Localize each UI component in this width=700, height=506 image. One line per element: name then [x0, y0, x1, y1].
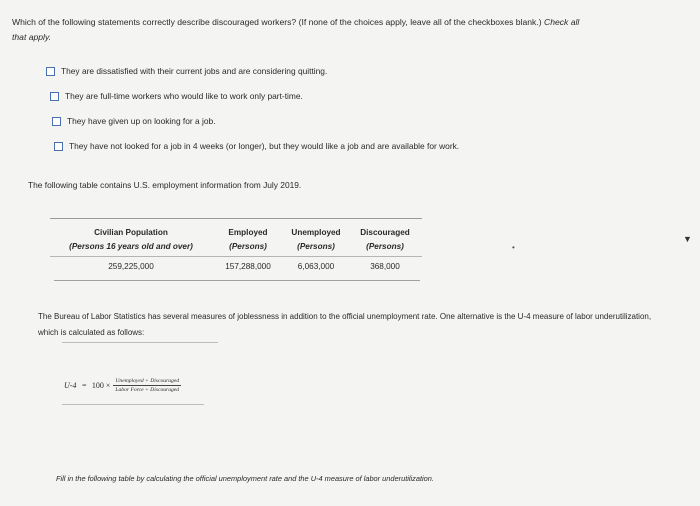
header-unemployed-line1: Unemployed — [291, 228, 341, 237]
formula-equals: = — [81, 381, 87, 390]
cell-civilian-population: 259,225,000 — [108, 262, 154, 271]
cell-employed: 157,288,000 — [225, 262, 271, 271]
fill-instruction: Fill in the following table by calculating the official unemployment rate and the U-4 measure of labor underutilization. — [56, 474, 434, 483]
header-civilian-population — [50, 228, 212, 251]
header-employed-line1: Employed — [228, 228, 268, 237]
formula-fraction — [113, 378, 181, 393]
choice-2-label: They are full-time workers who would like to work only part-time. — [65, 91, 303, 101]
choice-1[interactable] — [46, 66, 327, 76]
header-discouraged — [354, 228, 416, 251]
header-discouraged-line2: (Persons) — [366, 242, 404, 251]
formula-factor: 100 × — [91, 381, 111, 390]
header-civilian-population-line2: (Persons 16 years old and over) — [69, 242, 193, 251]
choice-1-label: They are dissatisfied with their current jobs and are considering quitting. — [61, 66, 328, 76]
bls-description: The Bureau of Labor Statistics has several measures of joblessness in addition to the official unemployment rate. One alternative is the U-4 measure of labor underutilization, which is calculated as follows: — [38, 312, 652, 337]
cell-discouraged: 368,000 — [370, 262, 400, 271]
header-unemployed-line2: (Persons) — [297, 242, 335, 251]
checkbox-3[interactable] — [52, 117, 61, 126]
table-bottom-rule — [54, 280, 420, 281]
u4-formula — [64, 378, 181, 393]
formula-denominator: Labor Force + Discouraged — [115, 387, 180, 393]
table-header-rule — [50, 256, 422, 257]
question-text — [12, 15, 682, 45]
formula-numerator: Unemployed + Discouraged — [115, 378, 180, 384]
header-employed — [220, 228, 276, 251]
choice-3[interactable] — [52, 116, 216, 126]
choice-4-label: They have not looked for a job in 4 weeks (or longer), but they would like a job and are available for work. — [69, 141, 460, 151]
choice-2[interactable] — [50, 91, 303, 101]
header-discouraged-line1: Discouraged — [360, 228, 410, 237]
cursor-arrow-icon: ▼ — [683, 234, 692, 244]
divider-under-text — [62, 342, 218, 343]
formula-underline — [62, 404, 204, 405]
header-employed-line2: (Persons) — [229, 242, 267, 251]
choice-4[interactable] — [54, 141, 459, 151]
checkbox-2[interactable] — [50, 92, 59, 101]
formula-lhs: U-4 — [64, 381, 77, 390]
dot-marker: • — [512, 243, 515, 252]
table-intro: The following table contains U.S. employment information from July 2019. — [28, 180, 302, 190]
instruction-that-apply: that apply. — [12, 32, 52, 42]
header-civilian-population-line1: Civilian Population — [94, 228, 168, 237]
employment-table — [50, 218, 422, 288]
question-body: Which of the following statements correctly describe discouraged workers? (If none of the choices apply, leave all of the checkboxes blank.) — [12, 17, 542, 27]
table-top-rule — [50, 218, 422, 219]
choice-3-label: They have given up on looking for a job. — [67, 116, 216, 126]
header-unemployed — [284, 228, 348, 251]
checkbox-1[interactable] — [46, 67, 55, 76]
cell-unemployed: 6,063,000 — [297, 262, 335, 271]
checkbox-4[interactable] — [54, 142, 63, 151]
instruction-check-all: Check all — [543, 17, 580, 27]
